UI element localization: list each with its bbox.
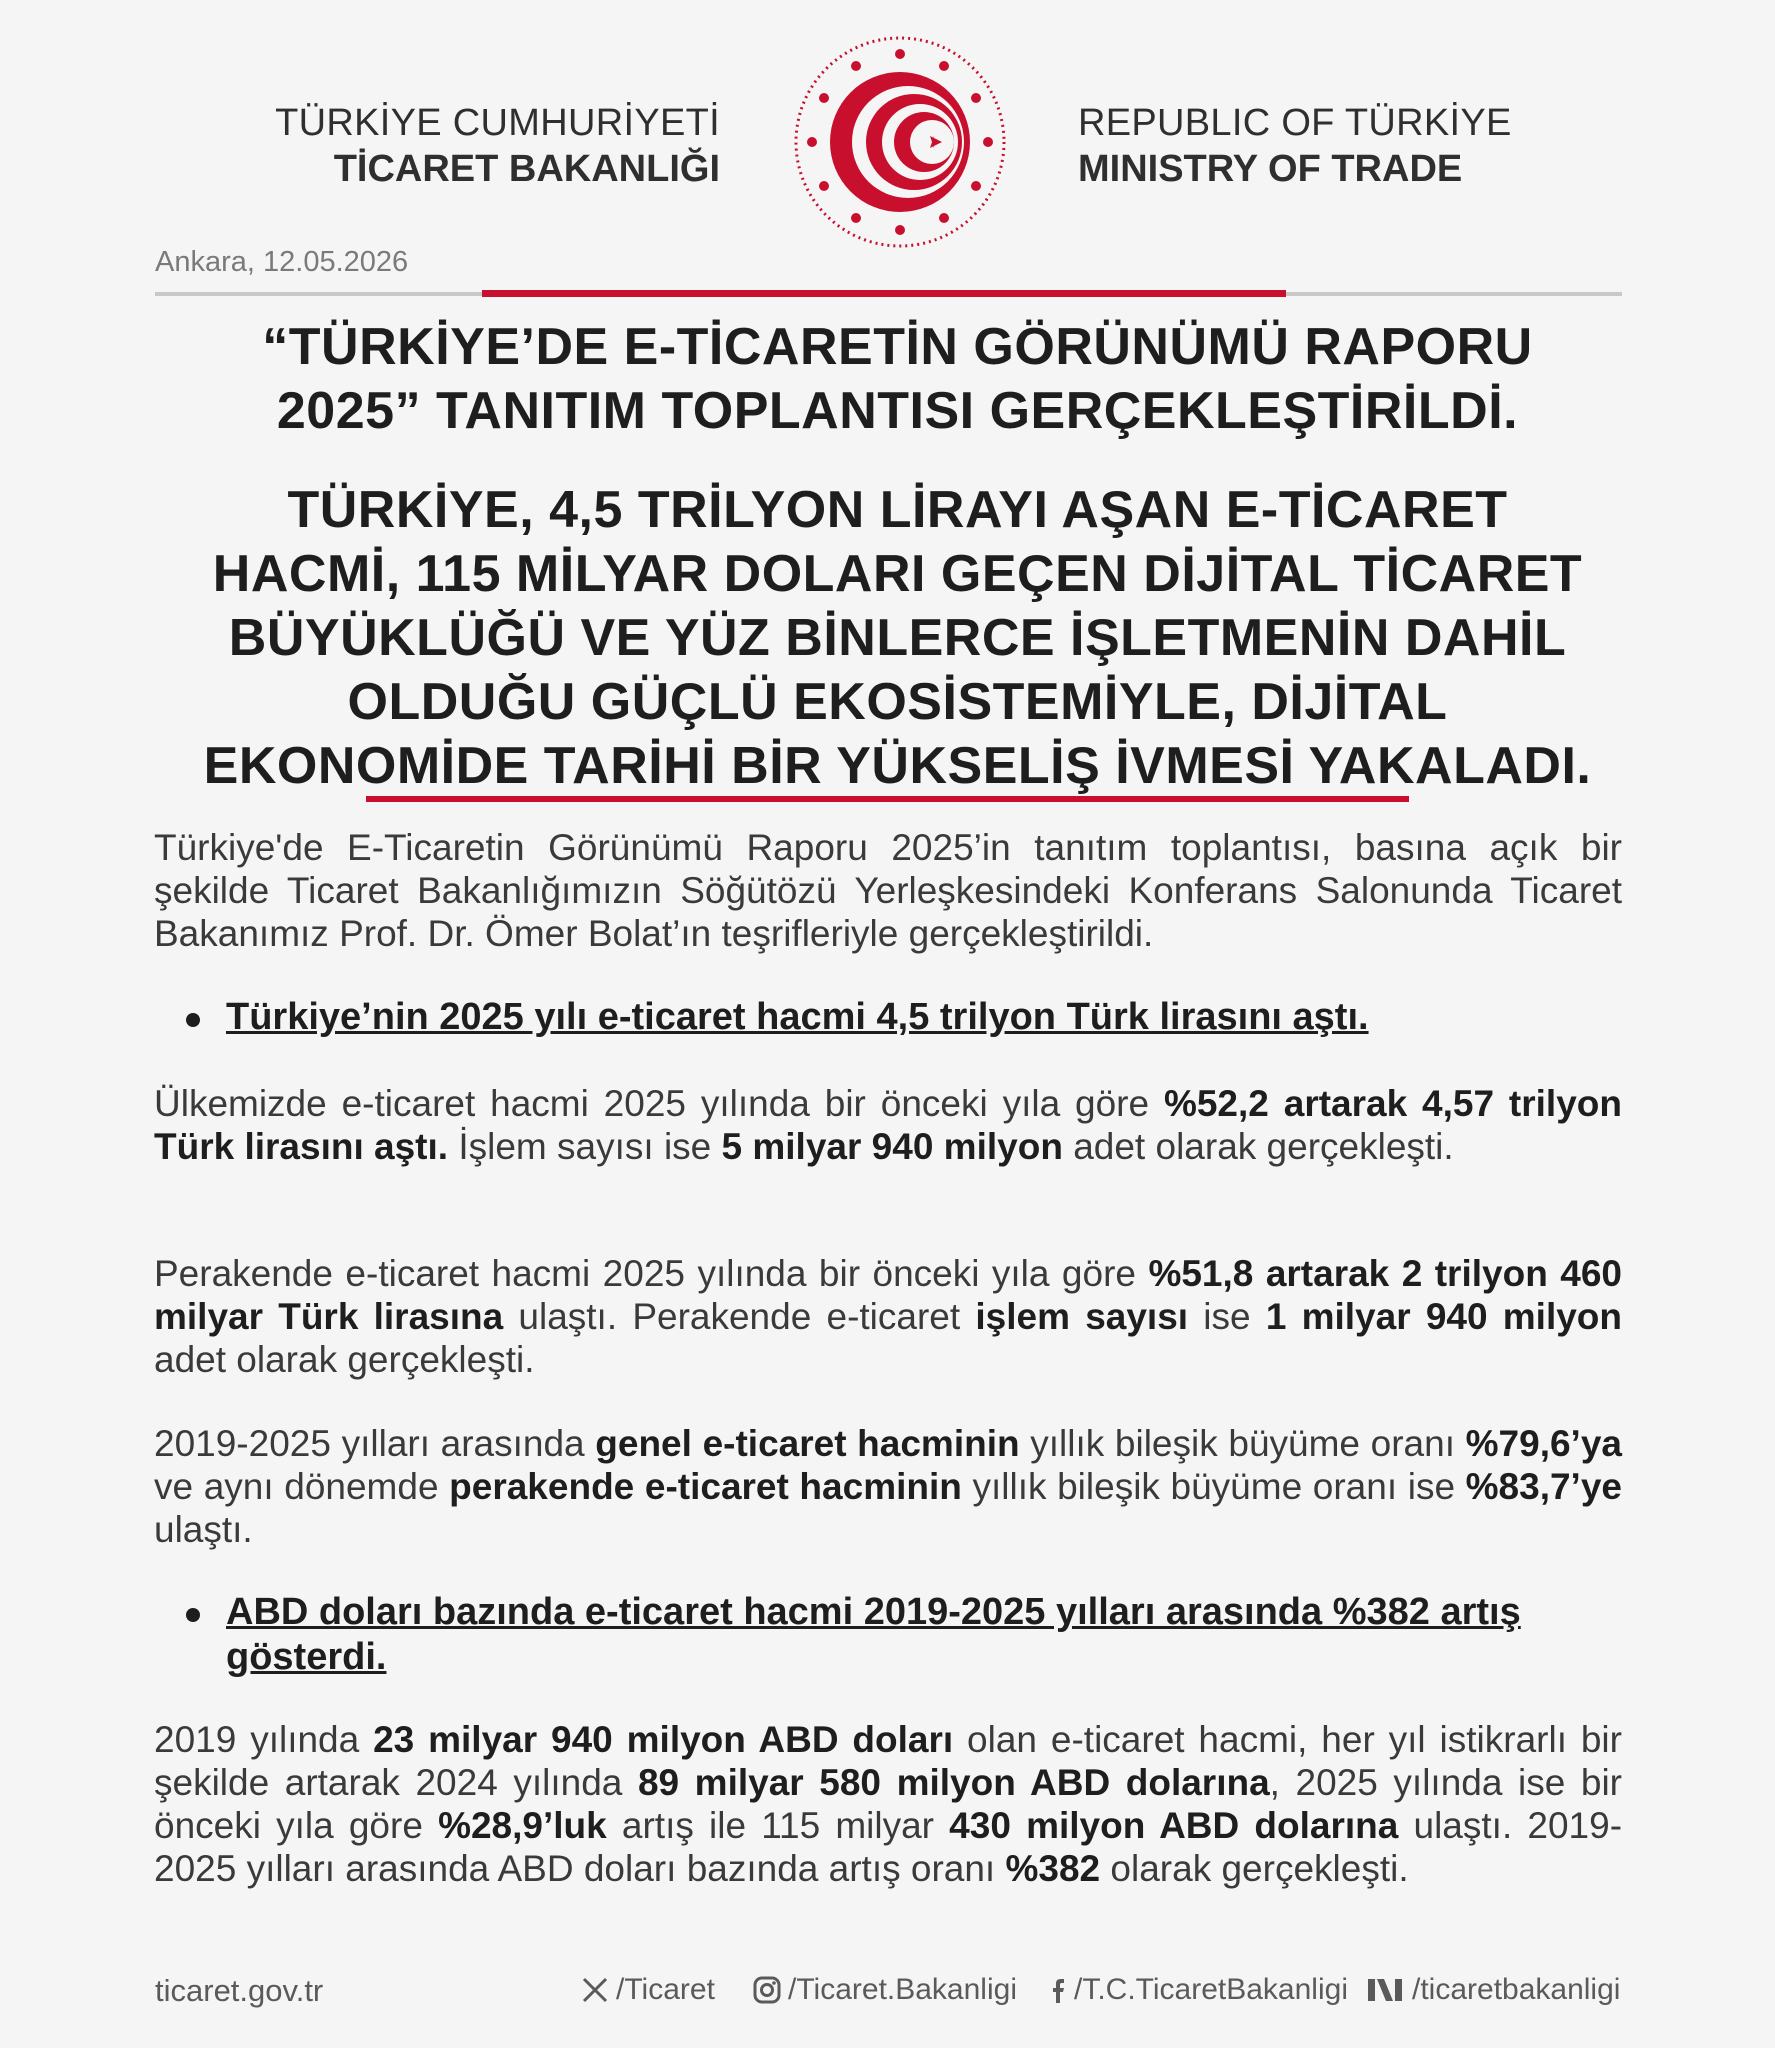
text-run: yıllık bileşik büyüme oranı ise xyxy=(961,1466,1466,1507)
text-run: ulaştı. 2019-2025 yılları arasında ABD doları bazında artış oranı xyxy=(154,1805,1623,1889)
headline xyxy=(120,315,1675,443)
footer-facebook-link[interactable] xyxy=(1048,1973,1348,2007)
bold-run: 1 milyar 940 milyon xyxy=(1265,1296,1623,1337)
bold-run: %52,2 artarak 4,57 trilyon Türk lirasını aştı. xyxy=(154,1083,1622,1167)
instagram-icon xyxy=(752,1975,782,2005)
text-run: yıllık bileşik büyüme oranı xyxy=(1019,1423,1466,1464)
paragraph-3-block xyxy=(154,1422,1622,1551)
bold-run: genel e-ticaret hacminin xyxy=(595,1423,1020,1464)
paragraph-1-block xyxy=(154,1082,1622,1168)
header-right-block xyxy=(1078,100,1598,192)
subheadline-line-3: BÜYÜKLÜĞÜ VE YÜZ BİNLERCE İŞLETMENİN DAHİL xyxy=(228,609,1567,667)
text-run: 2019 yılında xyxy=(154,1719,374,1760)
facebook-icon xyxy=(1048,1975,1068,2005)
bullet-text-2: ABD doları bazında e-ticaret hacmi 2019-2025 yılları arasında %382 artış gösterdi. xyxy=(226,1591,1521,1678)
text-run: ve aynı dönemde xyxy=(154,1466,450,1507)
text-run: Ülkemizde e-ticaret hacmi 2025 yılında bir önceki yıla göre xyxy=(154,1083,1164,1124)
text-run: , 2025 yılında ise bir önceki yıla göre xyxy=(154,1762,1622,1846)
text-run: ulaştı. Perakende e-ticaret xyxy=(503,1296,976,1337)
bold-run: 89 milyar 580 milyon ABD dolarına xyxy=(637,1762,1270,1803)
bullet-item-1 xyxy=(186,995,1586,1040)
text-run: Perakende e-ticaret hacmi 2025 yılında bir önceki yıla göre xyxy=(154,1253,1149,1294)
text-run: İşlem sayısı ise xyxy=(448,1126,722,1167)
nsosyal-icon xyxy=(1366,1975,1406,2005)
bullet-text-1: Türkiye’nin 2025 yılı e-ticaret hacmi 4,5 trilyon Türk lirasını aştı. xyxy=(226,996,1369,1038)
header-country-en: REPUBLIC OF TÜRKİYE xyxy=(1078,102,1512,144)
paragraph-1 xyxy=(154,1082,1622,1168)
text-run: adet olarak gerçekleşti. xyxy=(154,1339,535,1380)
text-run: ulaştı. xyxy=(154,1509,253,1550)
bold-run: işlem sayısı xyxy=(975,1296,1189,1337)
bullet-dot xyxy=(186,1013,200,1027)
bold-run: %382 xyxy=(1005,1848,1101,1889)
footer-nsosyal-handle: /ticaretbakanligi xyxy=(1412,1973,1621,2006)
bold-run: %79,6’ya xyxy=(1465,1423,1622,1464)
bold-run: %51,8 artarak 2 trilyon 460 milyar Türk lirasına xyxy=(154,1253,1622,1337)
header-left-block xyxy=(200,100,720,192)
dateline: Ankara, 12.05.2026 xyxy=(155,246,409,278)
headline-line-1: “TÜRKİYE’DE E-TİCARETİN GÖRÜNÜMÜ RAPORU xyxy=(262,318,1533,376)
subheadline-line-5: EKONOMİDE TARİHİ BİR YÜKSELİŞ İVMESİ YAKALADI. xyxy=(203,737,1592,795)
header-ministry-en: MINISTRY OF TRADE xyxy=(1078,148,1463,190)
ministry-emblem-icon xyxy=(790,32,1010,252)
paragraph-2 xyxy=(154,1252,1622,1381)
header-ministry-tr: TİCARET BAKANLIĞI xyxy=(333,148,720,190)
subheadline-line-1: TÜRKİYE, 4,5 TRİLYON LİRAYI AŞAN E-TİCARET xyxy=(287,481,1508,539)
paragraph-3 xyxy=(154,1422,1622,1551)
footer-x-handle: /Ticaret xyxy=(616,1973,715,2006)
bullet-dot xyxy=(186,1608,200,1622)
bold-run: 23 milyar 940 milyon ABD doları xyxy=(373,1719,954,1760)
bold-run: perakende e-ticaret hacminin xyxy=(449,1466,962,1507)
bold-run: %83,7’ye xyxy=(1465,1466,1622,1507)
footer-website-link[interactable]: ticaret.gov.tr xyxy=(155,1973,324,2008)
text-run: adet olarak gerçekleşti. xyxy=(1062,1126,1454,1167)
footer-facebook-handle: /T.C.TicaretBakanligi xyxy=(1074,1973,1348,2006)
text-run: ise xyxy=(1188,1296,1266,1337)
text-run: artış ile 115 milyar xyxy=(606,1805,950,1846)
subheadline xyxy=(120,478,1675,798)
paragraph-4-block xyxy=(154,1718,1622,1890)
text-run: olarak gerçekleşti. xyxy=(1100,1848,1409,1889)
footer-instagram-handle: /Ticaret.Bakanligi xyxy=(788,1973,1017,2006)
headline-line-2: 2025” TANITIM TOPLANTISI GERÇEKLEŞTİRİLDİ. xyxy=(276,382,1519,440)
header-country-tr: TÜRKİYE CUMHURİYETİ xyxy=(275,102,720,144)
footer-instagram-link[interactable] xyxy=(752,1973,1017,2007)
intro-paragraph-block xyxy=(154,826,1622,955)
intro-paragraph: Türkiye'de E-Ticaretin Görünümü Raporu 2025’in tanıtım toplantısı, basına açık bir şekilde Ticaret Bakanlığımızın Söğütözü Yerleşkesindeki Konferans Salonunda Ticaret Bakanımız Prof. Dr. Ömer Bolat’ın teşrifleriyle gerçekleştirildi. xyxy=(154,827,1622,954)
bold-run: 430 milyon ABD dolarına xyxy=(949,1805,1399,1846)
text-run: 2019-2025 yılları arasında xyxy=(154,1423,596,1464)
bold-run: %28,9’luk xyxy=(438,1805,607,1846)
subheadline-line-4: OLDUĞU GÜÇLÜ EKOSİSTEMİYLE, DİJİTAL xyxy=(347,673,1448,731)
divider-red-mid xyxy=(366,796,1409,802)
paragraph-2-block xyxy=(154,1252,1622,1381)
bullet-item-2 xyxy=(186,1590,1586,1680)
bold-run: 5 milyar 940 milyon xyxy=(721,1126,1063,1167)
paragraph-4 xyxy=(154,1718,1622,1890)
divider-red-top xyxy=(482,290,1286,297)
footer-x-link[interactable] xyxy=(580,1973,715,2007)
text-run: olan e-ticaret hacmi, her yıl istikrarlı bir şekilde artarak 2024 yılında xyxy=(154,1719,1622,1803)
subheadline-line-2: HACMİ, 115 MİLYAR DOLARI GEÇEN DİJİTAL TİCARET xyxy=(212,545,1583,603)
x-icon xyxy=(580,1975,610,2005)
footer-nsosyal-link[interactable] xyxy=(1366,1973,1620,2007)
